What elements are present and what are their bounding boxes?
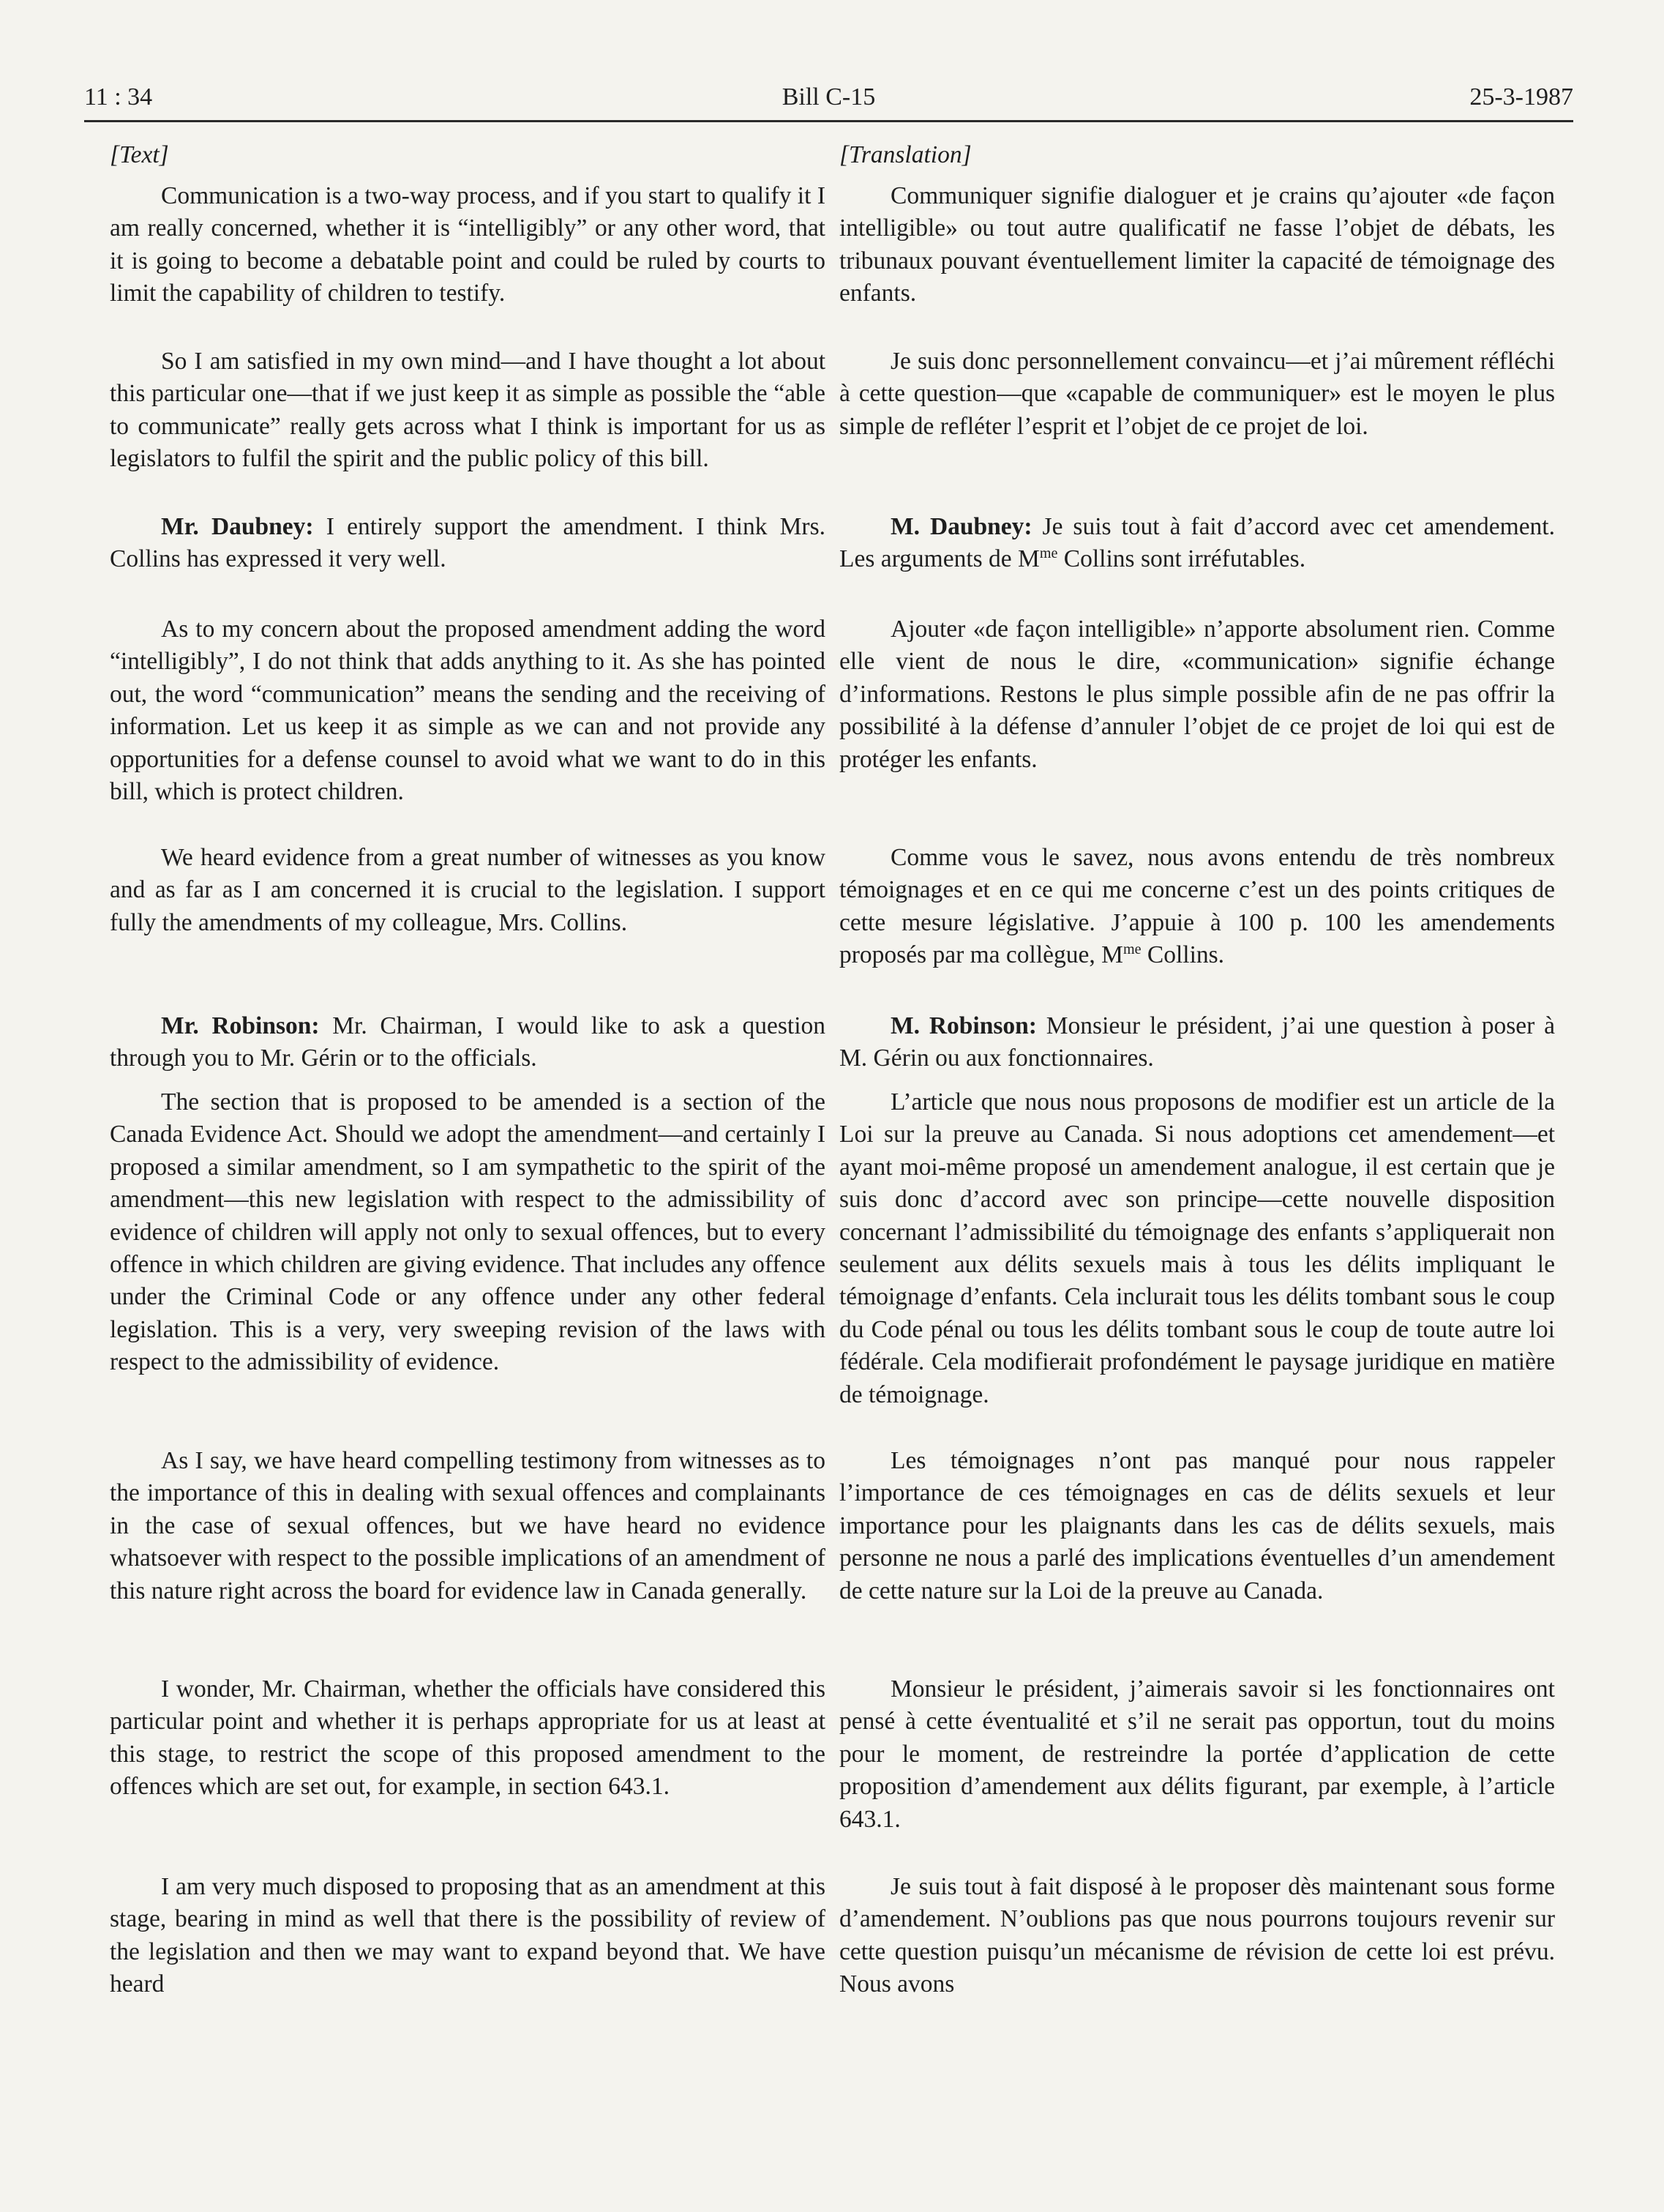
speaker-name: M. Daubney: xyxy=(891,513,1032,540)
paragraph xyxy=(110,345,825,476)
paragraph xyxy=(839,1445,1555,1607)
column-label-translation: [Translation] xyxy=(839,141,972,168)
paragraph xyxy=(839,345,1555,443)
paragraph-text: Ajouter «de façon intelligible» n’apporte absolument rien. Comme elle vient de nous le dire, «communication» signifie échange d’informations. Restons le plus simple possible afin de ne pas offrir la possibilité à la défense d’annuler l’objet de ce projet de loi qui est de protéger les enfants. xyxy=(839,616,1555,773)
paragraph xyxy=(839,842,1555,972)
speaker-name: Mr. Robinson: xyxy=(161,1012,320,1039)
paragraph-text: L’article que nous nous proposons de modifier est un article de la Loi sur la preuve au Canada. Si nous adoptions cet amendement—et ayant moi-même proposé un amendement analogue, il est certain que je suis donc d’accord avec son principe—cette nouvelle disposition concernant l’admissibilité du témoignage des enfants s’appliquerait non seulement aux délits sexuels mais à tous les délits impliquant le témoignage d’enfants. Cela inclurait tous les délits tombant sous le coup du Code pénal ou tous les délits tombant sous le coup de toute autre loi fédérale. Cela modifierait profondément le paysage juridique en matière de témoignage. xyxy=(839,1088,1555,1408)
paragraph xyxy=(110,1010,825,1075)
paragraph-text: As to my concern about the proposed amendment adding the word “intelligibly”, I do not think that adds anything to it. As she has pointed out, the word “communication” means the sending and the receiving of information. Let us keep it as simple as we can and not provide any opportunities for a defense counsel to avoid what we want to do in this bill, which is protect children. xyxy=(110,616,825,806)
paragraph-text: Communiquer signifie dialoguer et je crains qu’ajouter «de façon intelligible» ou tout autre qualificatif ne fasse l’objet de débats, les tribunaux pouvant éventuellement limiter la capacité de témoignage des enfants. xyxy=(839,182,1555,307)
speaker-name: Mr. Daubney: xyxy=(161,513,314,540)
paragraph-text: Communication is a two-way process, and if you start to qualify it I am really concerned, whether it is “intelligibly” or any other word, that it is going to become a debatable point and could be ruled by courts to limit the capability of children to testify. xyxy=(110,182,825,307)
page-header xyxy=(84,82,1573,122)
page-date: 25-3-1987 xyxy=(1469,83,1573,111)
speaker-name: M. Robinson: xyxy=(891,1012,1037,1039)
paragraph xyxy=(110,180,825,310)
paragraph xyxy=(839,180,1555,310)
page-number: 11 : 34 xyxy=(84,83,153,111)
paragraph xyxy=(110,1086,825,1379)
paragraph xyxy=(110,842,825,939)
column-label-text: [Text] xyxy=(110,141,169,168)
english-column xyxy=(110,139,825,1998)
paragraph-text: The section that is proposed to be amended is a section of the Canada Evidence Act. Should we adopt the amendment—and certainly I proposed a similar amendment, so I am sympathetic to the spirit of the amendment—this new legislation with respect to the admissibility of evidence of children will apply not only to sexual offences, but to every offence in which children are giving evidence. That includes any offence under the Criminal Code or any offence under any other federal legislation. This is a very, very sweeping revision of the laws with respect to the admissibility of evidence. xyxy=(110,1088,825,1376)
paragraph-text: As I say, we have heard compelling testimony from witnesses as to the importance of this in dealing with sexual offences and complainants in the case of sexual offences, but we have heard no evidence whatsoever with respect to the possible implications of an amendment of this nature right across the board for evidence law in Canada generally. xyxy=(110,1447,825,1604)
paragraph xyxy=(839,1086,1555,1411)
paragraph-text: Les témoignages n’ont pas manqué pour nous rappeler l’importance de ces témoignages en cas de délits sexuels et leur importance pour les plaignants dans les cas de délits sexuels, mais personne ne nous a parlé des implications éventuelles d’un amendement de cette nature sur la Loi de la preuve au Canada. xyxy=(839,1447,1555,1604)
paragraph-text: We heard evidence from a great number of witnesses as you know and as far as I am concerned it is crucial to the legislation. I support fully the amendments of my colleague, Mrs. Collins. xyxy=(110,844,825,936)
paragraph-text: Je suis donc personnellement convaincu—et j’ai mûrement réfléchi à cette question—que «capable de communiquer» est le moyen le plus simple de refléter l’esprit et l’objet de ce projet de loi. xyxy=(839,348,1555,440)
paragraph xyxy=(110,1673,825,1804)
paragraph-text: Mr. Chairman, I would like to ask a question through you to Mr. Gérin or to the officials. xyxy=(110,1012,825,1072)
paragraph xyxy=(839,1673,1555,1836)
paragraph-text: I am very much disposed to proposing that as an amendment at this stage, bearing in mind as well that there is the possibility of review of the legislation and then we may want to expand beyond that. We have heard xyxy=(110,1873,825,1998)
paragraph-text: I entirely support the amendment. I think Mrs. Collins has expressed it very well. xyxy=(110,513,825,573)
paragraph-text: Monsieur le président, j’ai une question à poser à M. Gérin ou aux fonctionnaires. xyxy=(839,1012,1555,1072)
french-column xyxy=(839,139,1555,1998)
paragraph xyxy=(839,511,1555,576)
paragraph-text: Monsieur le président, j’aimerais savoir si les fonctionnaires ont pensé à cette éventualité et s’il ne serait pas opportun, tout du moins pour le moment, de restreindre la portée d’application de cette proposition d’amendement aux délits figurant, par exemple, à l’article 643.1. xyxy=(839,1675,1555,1833)
paragraph xyxy=(110,1871,825,2001)
paragraph xyxy=(110,613,825,808)
paragraph xyxy=(110,511,825,576)
paragraph-text: Je suis tout à fait d’accord avec cet amendement. Les arguments de $M^{me}$ Collins sont irréfutables. xyxy=(839,513,1555,573)
paragraph xyxy=(839,1010,1555,1075)
paragraph-text: Je suis tout à fait disposé à le proposer dès maintenant sous forme d’amendement. N’oublions pas que nous pourrons toujours revenir sur cette question puisqu’un mécanisme de révision de cette loi est prévu. Nous avons xyxy=(839,1873,1555,1998)
paragraph-text: So I am satisfied in my own mind—and I have thought a lot about this particular one—that if we just keep it as simple as possible the “able to communicate” really gets across what I think is important for us as legislators to fulfil the spirit and the public policy of this bill. xyxy=(110,348,825,473)
paragraph-text: I wonder, Mr. Chairman, whether the officials have considered this particular point and whether it is perhaps appropriate for us at least at this stage, to restrict the scope of this proposed amendment to the offences which are set out, for example, in section 643.1. xyxy=(110,1675,825,1801)
paragraph-text: Comme vous le savez, nous avons entendu de très nombreux témoignages et en ce qui me concerne c’est un des points critiques de cette mesure législative. J’appuie à 100 p. 100 les amendements proposés par ma collègue, $M^{me}$ Collins. xyxy=(839,844,1555,969)
paragraph xyxy=(110,1445,825,1607)
paragraph xyxy=(839,613,1555,776)
paragraph xyxy=(839,1871,1555,2001)
bill-title: Bill C-15 xyxy=(782,83,876,111)
